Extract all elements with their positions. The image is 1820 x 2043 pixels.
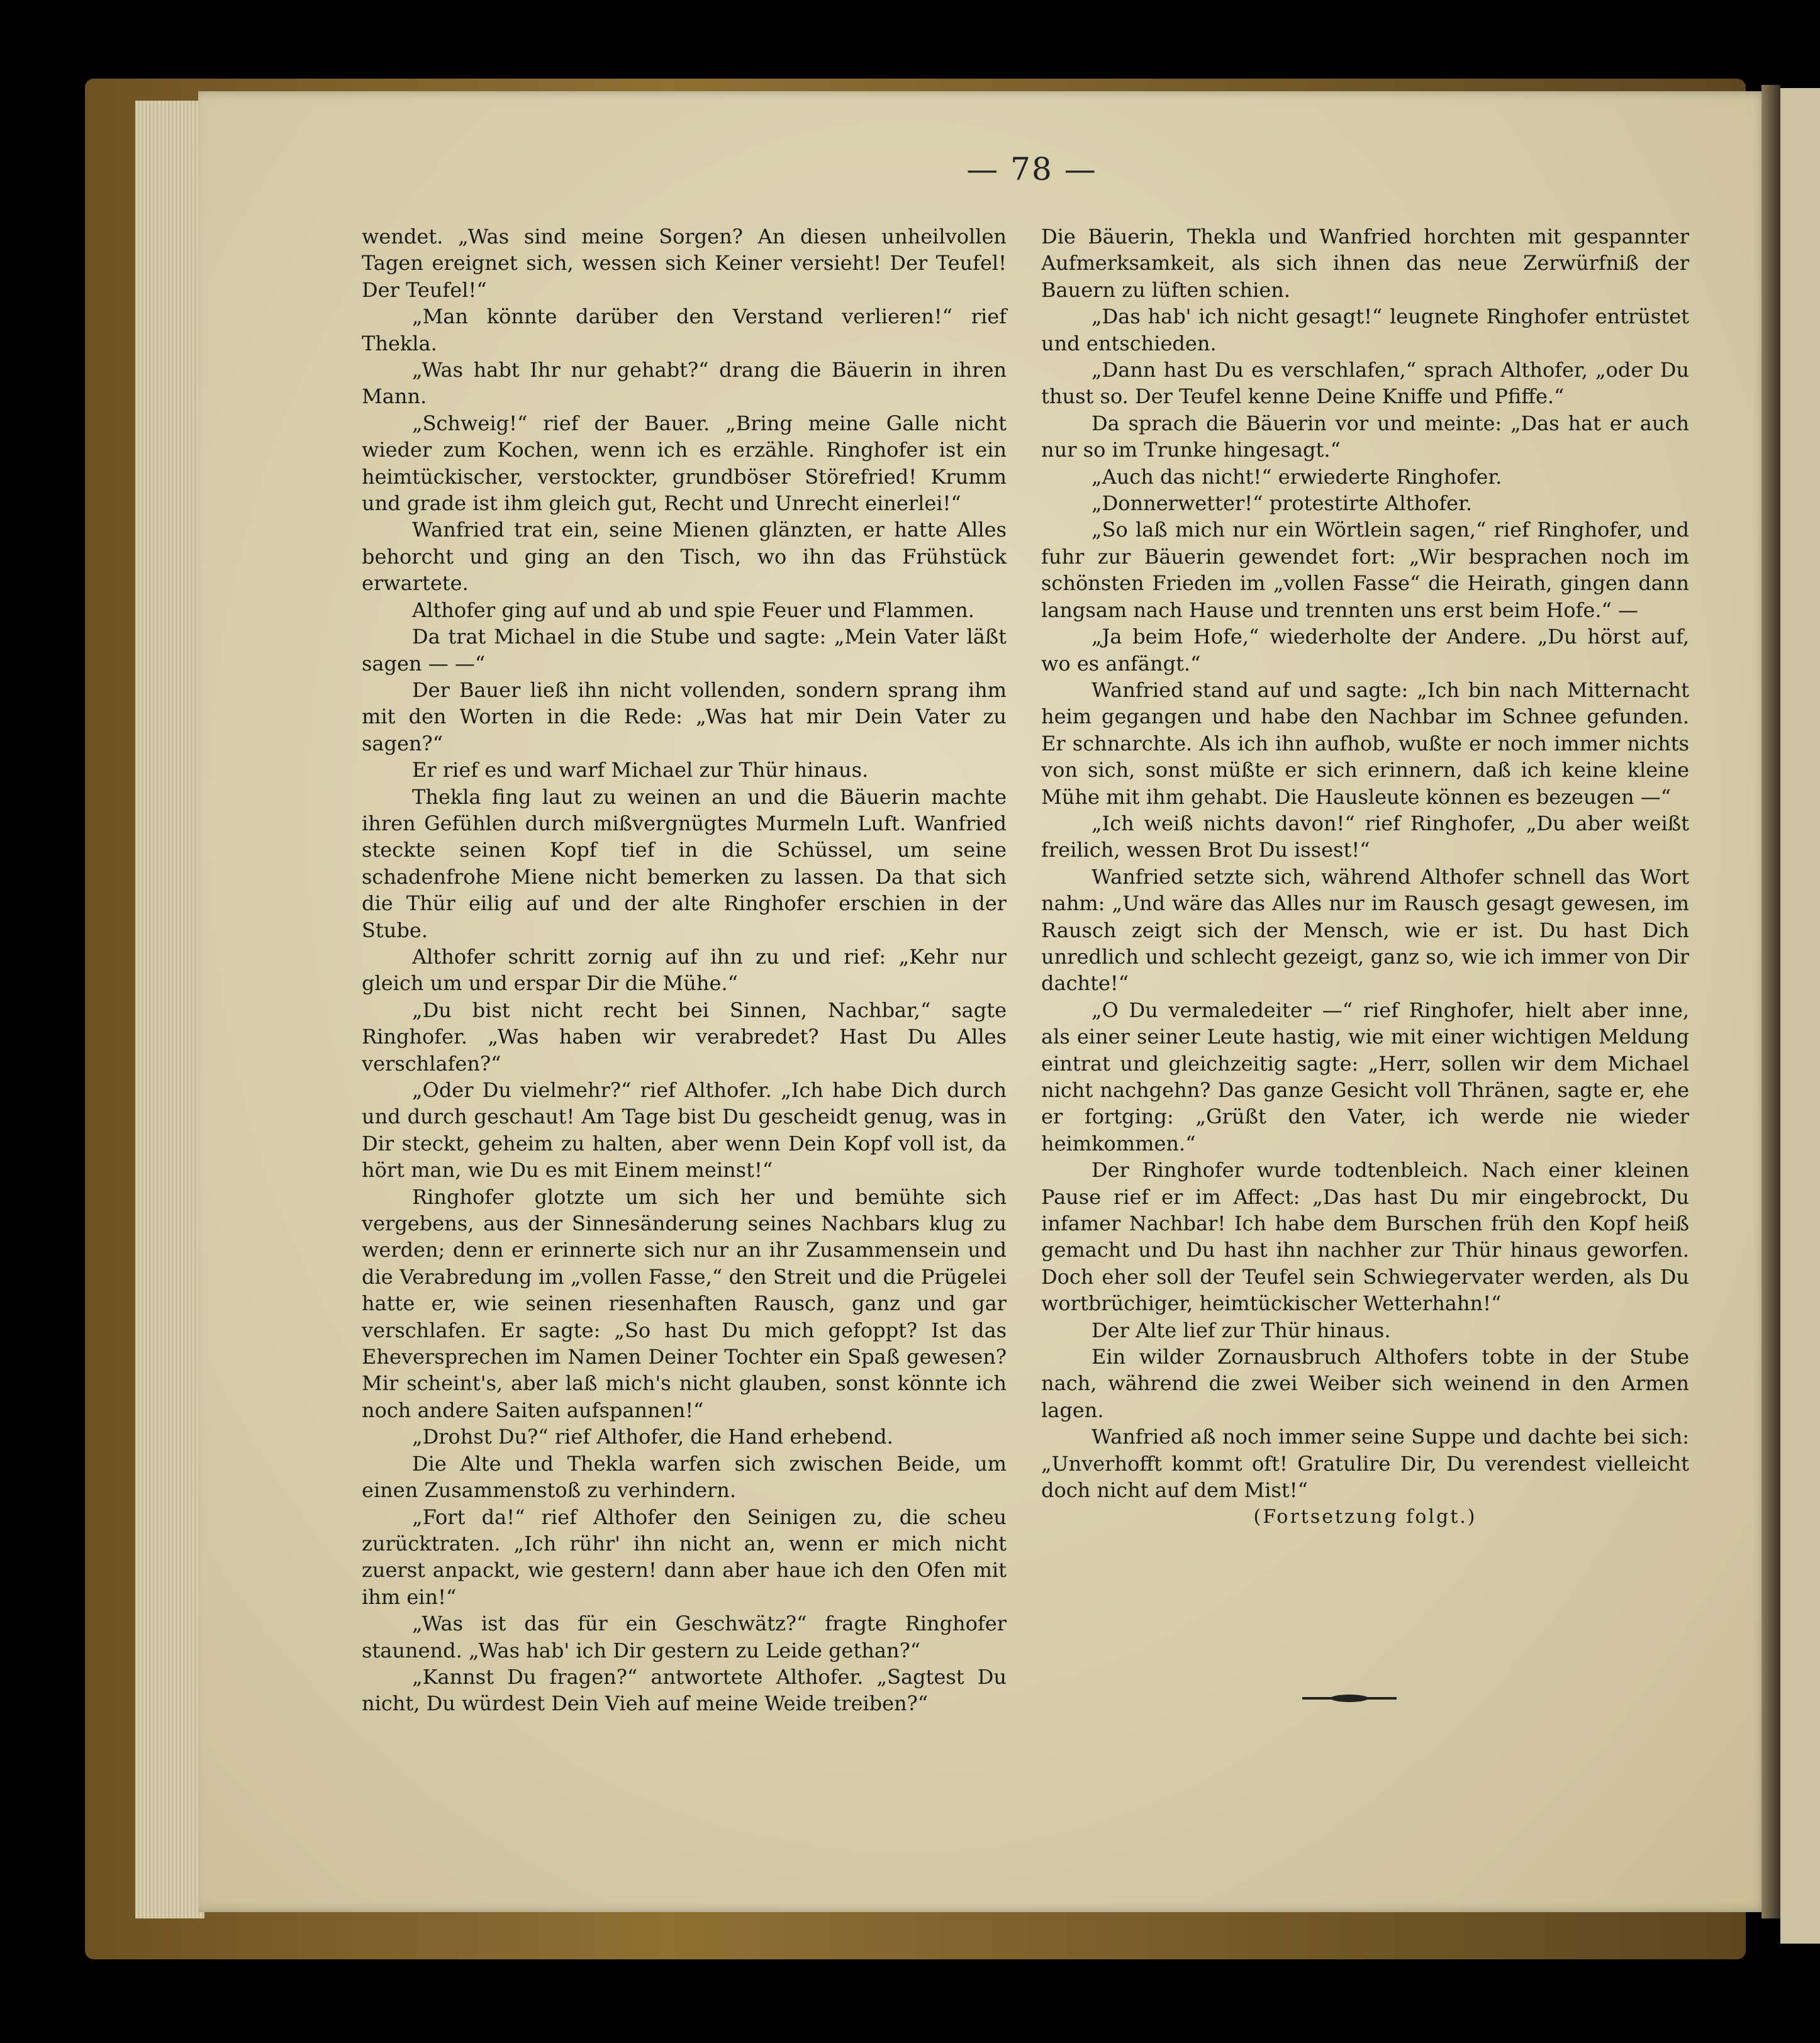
paragraph: „Fort da!“ rief Althofer den Seinigen zu, die scheu zurücktraten. „Ich rühr' ihn nicht an, wenn er mich nicht zuerst anpackt, wie gestern! dann aber haue ich den Ofen mit ihm ein!“ — [362, 1505, 1007, 1609]
paragraph: „Oder Du vielmehr?“ rief Althofer. „Ich habe Dich durch und durch geschaut! Am Tage bist Du gescheidt genug, was in Dir steckt, geheim zu halten, aber wenn Dein Kopf voll ist, da hört man, wie Du es mit Einem meinst!“ — [362, 1078, 1007, 1183]
paragraph: „Ich weiß nichts davon!“ rief Ringhofer, „Du aber weißt freilich, wessen Brot Du issest!“ — [1041, 811, 1689, 862]
paragraph: Er rief es und warf Michael zur Thür hinaus. — [412, 758, 869, 782]
end-ornament-rule — [1302, 1686, 1397, 1711]
paragraph: wendet. „Was sind meine Sorgen? An diesen unheilvollen Tagen ereignet sich, wessen sich Keiner versieht! Der Teufel! Der Teufel!“ — [362, 225, 1007, 302]
paragraph: Die Alte und Thekla warfen sich zwischen Beide, um einen Zusammenstoß zu verhindern. — [362, 1451, 1007, 1503]
paragraph: „Auch das nicht!“ erwiederte Ringhofer. — [1091, 464, 1502, 489]
book-gutter — [1761, 85, 1780, 1918]
paragraph: Da trat Michael in die Stube und sagte: „Mein Vater läßt sagen — —“ — [362, 625, 1007, 676]
paragraph: Ein wilder Zornausbruch Althofers tobte in der Stube nach, während die zwei Weiber sich weinend in den Armen lagen. — [1041, 1345, 1689, 1422]
paragraph: „Man könnte darüber den Verstand verlieren!“ rief Thekla. — [362, 304, 1007, 355]
continuation-note: (Fortsetzung folgt.) — [1253, 1505, 1477, 1528]
paragraph: „Dann hast Du es verschlafen,“ sprach Althofer, „oder Du thust so. Der Teufel kenne Deine Kniffe und Pfiffe.“ — [1041, 358, 1689, 409]
paragraph: „Das hab' ich nicht gesagt!“ leugnete Ringhofer entrüstet und entschieden. — [1041, 304, 1689, 355]
left-text-column — [362, 223, 1007, 1717]
paragraph: „Du bist nicht recht bei Sinnen, Nachbar,“ sagte Ringhofer. „Was haben wir verabredet? Hast Du Alles verschlafen?“ — [362, 998, 1007, 1076]
right-text-column — [1041, 223, 1689, 1530]
paragraph: „Was habt Ihr nur gehabt?“ drang die Bäuerin in ihren Mann. — [362, 358, 1007, 409]
paragraph: Der Bauer ließ ihn nicht vollenden, sondern sprang ihm mit den Worten in die Rede: „Was hat mir Dein Vater zu sagen?“ — [362, 677, 1007, 755]
paragraph: „Kannst Du fragen?“ antwortete Althofer. „Sagtest Du nicht, Du würdest Dein Vieh auf meine Weide treiben?“ — [362, 1664, 1007, 1716]
paragraph: Wanfried setzte sich, während Althofer schnell das Wort nahm: „Und wäre das Alles nur im Rausch gesagt gewesen, im Rausch zeigt sich der Mensch, wie er ist. Du hast Dich unredlich und schlecht gezeigt, ganz so, wie ich immer von Dir dachte!“ — [1041, 864, 1689, 996]
paragraph: Wanfried trat ein, seine Mienen glänzten, er hatte Alles behorcht und ging an den Tisch, wo ihn das Frühstück erwartete. — [362, 518, 1007, 596]
paragraph: Wanfried stand auf und sagte: „Ich bin nach Mitternacht heim gegangen und habe den Nachbar im Schnee gefunden. Er schnarchte. Als ich ihn aufhob, wußte er noch immer nichts von sich, sonst müßte er sich erinnern, daß ich keine kleine Mühe mit ihm gehabt. Die Hausleute können es bezeugen —“ — [1041, 677, 1689, 809]
paragraph: „Was ist das für ein Geschwätz?“ fragte Ringhofer staunend. „Was hab' ich Dir gestern zu Leide gethan?“ — [362, 1612, 1007, 1662]
paragraph: Althofer schritt zornig auf ihn zu und rief: „Kehr nur gleich um und erspar Dir die Mühe.“ — [362, 944, 1007, 996]
paragraph: „So laß mich nur ein Wörtlein sagen,“ rief Ringhofer, und fuhr zur Bäuerin gewendet fort: „Wir besprachen noch im schönsten Frieden im „vollen Fasse“ die Heirath, gingen dann langsam nach Hause und trennten uns erst beim Hofe.“ — — [1041, 518, 1689, 622]
page-stack-edge — [135, 101, 204, 1918]
next-page-edge — [1780, 88, 1820, 1944]
paragraph: „Donnerwetter!“ protestirte Althofer. — [1091, 491, 1473, 516]
paragraph: „O Du vermaledeiter —“ rief Ringhofer, hielt aber inne, als einer seiner Leute hastig, wie mit einer wichtigen Meldung eintrat und gleichzeitig sagte: „Herr, sollen wir dem Michael nicht nachgehn? Das ganze Gesicht voll Thränen, sagte er, ehe er fortging: „Grüßt den Vater, ich werde nie wieder heimkommen.“ — [1041, 998, 1689, 1155]
paragraph: „Schweig!“ rief der Bauer. „Bring meine Galle nicht wieder zum Kochen, wenn ich es erzähle. Ringhofer ist ein heimtückischer, verstockter, grundböser Störefried! Krumm und grade ist ihm gleich gut, Recht und Unrecht einerlei!“ — [362, 411, 1007, 516]
paragraph: Da sprach die Bäuerin vor und meinte: „Das hat er auch nur so im Trunke hingesagt.“ — [1041, 411, 1689, 462]
paragraph: Die Bäuerin, Thekla und Wanfried horchten mit gespannter Aufmerksamkeit, als sich ihnen das neue Zerwürfniß der Bauern zu lüften schien. — [1041, 225, 1689, 302]
paragraph: Wanfried aß noch immer seine Suppe und dachte bei sich: „Unverhofft kommt oft! Gratulire Dir, Du verendest vielleicht doch nicht auf dem Mist!“ — [1041, 1425, 1689, 1503]
paragraph: „Ja beim Hofe,“ wiederholte der Andere. „Du hörst auf, wo es anfängt.“ — [1041, 625, 1689, 676]
paragraph: Der Ringhofer wurde todtenbleich. Nach einer kleinen Pause rief er im Affect: „Das hast Du mir eingebrockt, Du infamer Nachbar! Ich habe dem Burschen früh den Kopf heiß gemacht und Du hast ihn nachher zur Thür hinaus geworfen. Doch eher soll der Teufel sein Schwiegervater werden, als Du wortbrüchiger, heimtückischer Wetterhahn!“ — [1041, 1158, 1689, 1316]
paragraph: Ringhofer glotzte um sich her und bemühte sich vergebens, aus der Sinnesänderung seines Nachbars klug zu werden; denn er erinnerte sich nur an ihr Zusammensein und die Verabredung im „vollen Fasse,“ den Streit und die Prügelei hatte er, wie seinen riesenhaften Rausch, ganz und gar verschlafen. Er sagte: „So hast Du mich gefoppt? Ist das Eheversprechen im Namen Deiner Tochter ein Spaß gewesen? Mir scheint's, aber laß mich's nicht glauben, sonst könnte ich noch andere Saiten aufspannen!“ — [362, 1184, 1007, 1422]
paragraph: Thekla fing laut zu weinen an und die Bäuerin machte ihren Gefühlen durch mißvergnügtes Murmeln Luft. Wanfried steckte seinen Kopf tief in die Schüssel, um seine schadenfrohe Miene nicht bemerken zu lassen. Da that sich die Thür eilig auf und der alte Ringhofer erschien in der Stube. — [362, 784, 1007, 942]
page-number: — 78 — — [966, 151, 1097, 187]
paragraph: „Drohst Du?“ rief Althofer, die Hand erhebend. — [412, 1425, 893, 1449]
paragraph: Der Alte lief zur Thür hinaus. — [1091, 1318, 1391, 1342]
paragraph: Althofer ging auf und ab und spie Feuer und Flammen. — [412, 598, 974, 622]
